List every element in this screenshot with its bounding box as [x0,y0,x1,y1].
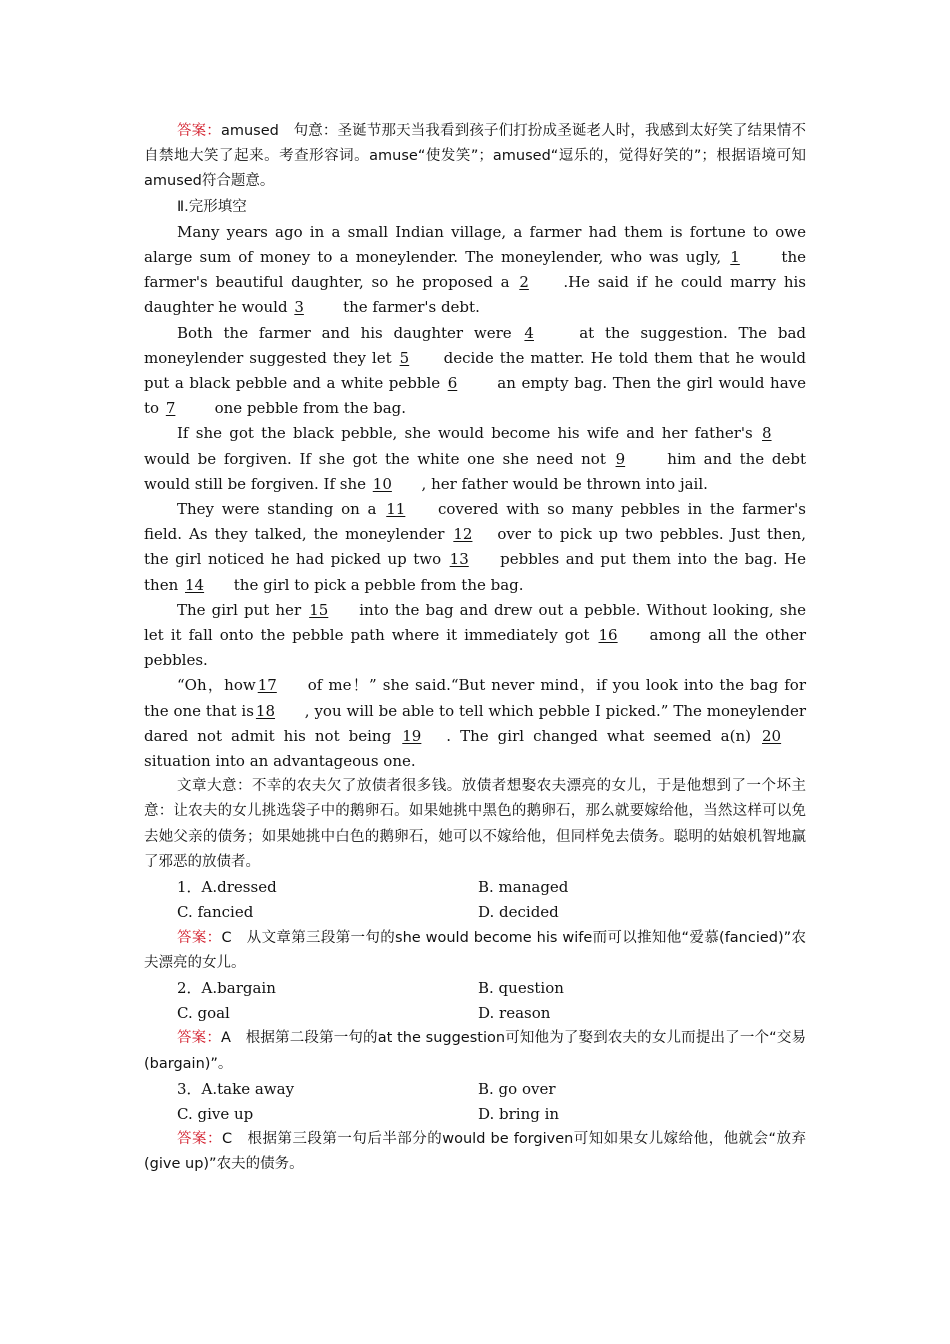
question-answer [144,926,806,976]
section-title: Ⅱ.完形填空 [177,198,247,215]
answer-label: 答案： [177,1030,221,1047]
blank-13: 13 [449,550,469,569]
question-1 [144,875,806,976]
option-a: 3．A.take away [177,1079,295,1098]
answer-text: A 根据第二段第一句的at the suggestion可知他为了娶到农夫的女儿而提出了一个“交易(bargain)”。 [144,1030,807,1072]
prev-answer [144,119,806,195]
option-c: C. fancied [177,903,254,922]
blank-9: 9 [615,449,626,468]
option-a: 1．A.dressed [177,878,277,897]
question-options-row [144,1077,806,1102]
option-c: C. goal [177,1004,230,1023]
blank-15: 15 [309,600,329,619]
option-b: B. question [478,978,564,997]
answer-label: 答案： [177,1131,222,1148]
option-d: D. reason [478,1004,551,1023]
blank-4: 4 [524,323,534,342]
blank-20: 20 [762,726,782,745]
option-b: B. go over [478,1079,556,1098]
blank-14: 14 [185,575,205,594]
blank-2: 2 [519,273,529,292]
blank-12: 12 [453,525,473,544]
question-options-row [144,1102,806,1127]
blank-8: 8 [762,424,772,443]
answer-label: 答案： [177,123,221,139]
blank-16: 16 [598,626,618,645]
document-page [144,119,806,1178]
blank-10: 10 [372,474,392,493]
question-options-row [144,875,806,900]
blank-6: 6 [447,374,458,393]
answer-text: C 根据第三段第一句后半部分的would be forgiven可知如果女儿嫁给他，他就会“放弃(give up)”农夫的债务。 [144,1131,806,1173]
blank-11: 11 [386,500,406,519]
blank-18: 18 [255,701,276,720]
option-b: B. managed [478,878,569,897]
blank-5: 5 [399,348,410,367]
question-options-row [144,1001,806,1026]
answer-text: C 从文章第三段第一句的she would become his wife而可以推知他“爱慕(fancied)”农夫漂亮的女儿。 [144,929,806,971]
blank-19: 19 [402,726,422,745]
option-a: 2．A.bargain [177,978,276,997]
passage-paragraph-2: Both the farmer and his daughter were 4 at the suggestion. The bad moneylender suggested they let 5 decide the matter. He told them that he would put a black pebble and a white pebble 6 an empty bag. Then the girl would have to 7 one pebble from the bag. [144,321,806,422]
blank-1: 1 [730,248,740,267]
question-options-row [144,900,806,925]
passage-summary: 文章大意：不幸的农夫欠了放债者很多钱。放债者想娶农夫漂亮的女儿，于是他想到了一个坏主意：让农夫的女儿挑选袋子中的鹅卵石。如果她挑中黑色的鹅卵石，那么就要嫁给他，当然这样可以免去她父亲的债务；如果她挑中白色的鹅卵石，她可以不嫁给他，但同样免去债务。聪明的姑娘机智地赢了邪恶的放债者。 [144,778,806,870]
answer-text: amused 句意：圣诞节那天当我看到孩子们打扮成圣诞老人时，我感到太好笑了结果情不自禁地大笑了起来。考查形容词。amuse“使发笑”；amused“逗乐的，觉得好笑的”；根据语境可知amused符合题意。 [144,123,806,190]
blank-3: 3 [294,298,304,317]
question-answer [144,1127,806,1177]
option-d: D. decided [478,903,559,922]
passage-paragraph-5: The girl put her 15 into the bag and drew out a pebble. Without looking, she let it fall onto the pebble path where it immediately got 16 among all the other pebbles. [144,598,806,674]
answer-label: 答案： [177,929,222,946]
question-3 [144,1077,806,1178]
question-2 [144,976,806,1077]
option-d: D. bring in [478,1104,560,1123]
passage-paragraph-3: If she got the black pebble, she would become his wife and her father's 8 would be forgiven. If she got the white one she need not 9 him and the debt would still be forgiven. If she 10 , her father would be thrown into jail. [144,421,806,497]
passage-paragraph-1: Many years ago in a small Indian village, a farmer had them is fortune to owe alarge sum of money to a moneylender. The moneylender, who was ugly, 1 the farmer's beautiful daughter, so he proposed a 2 .He said if he could marry his daughter he would 3 the farmer's debt. [144,220,806,321]
option-c: C. give up [177,1104,254,1123]
blank-17: 17 [257,676,277,695]
blank-7: 7 [165,399,176,418]
question-answer [144,1026,806,1076]
question-options-row [144,976,806,1001]
passage-paragraph-6: “Oh，how 17 of me！” she said.“But never mind，if you look into the bag for the one that is 18 , you will be able to tell which pebble I picked.” The moneylender dared not admit his not being 19 . The girl changed what seemed a(n) 20 situation into an advantageous one. [144,673,806,774]
passage-paragraph-4: They were standing on a 11 covered with so many pebbles in the farmer's field. As they talked, the moneylender 12 over to pick up two pebbles. Just then, the girl noticed he had picked up two 13 pebbles and put them into the bag. He then 14 the girl to pick a pebble from the bag. [144,497,806,598]
